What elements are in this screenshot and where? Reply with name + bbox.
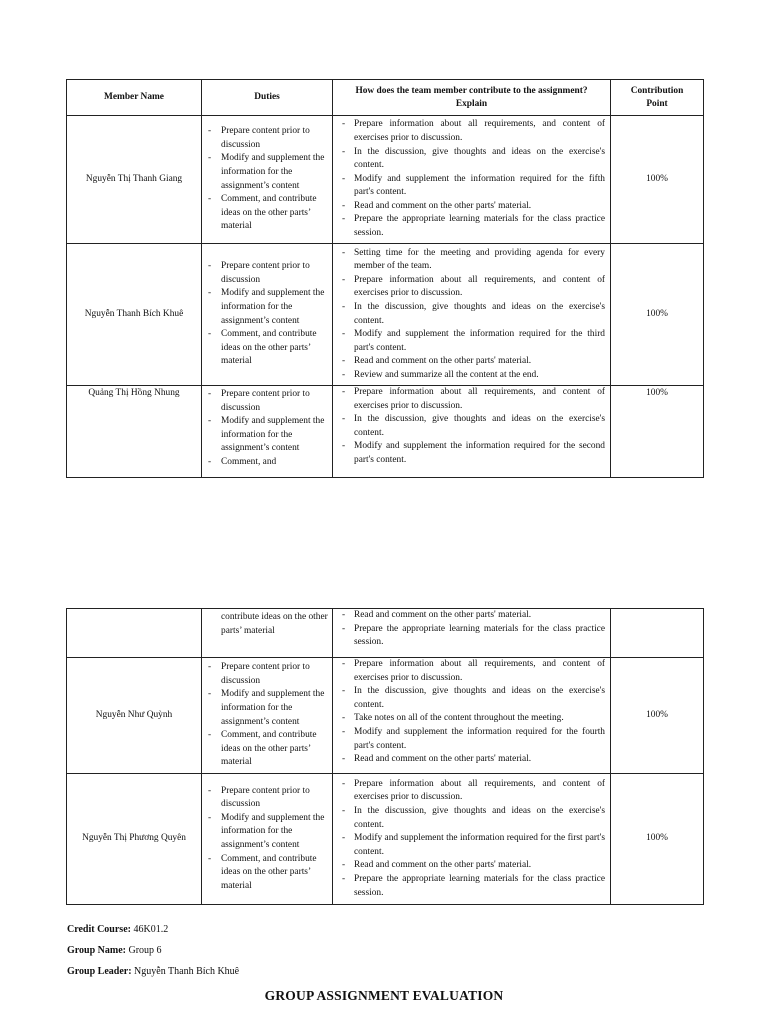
contribution-point: 100% (611, 774, 704, 905)
page-title: GROUP ASSIGNMENT EVALUATION (264, 988, 504, 1003)
contribution-point-empty (611, 609, 704, 658)
duty-item: - Modify and supplement the information for the assignment’s content (221, 812, 328, 853)
duties-cell (202, 244, 333, 386)
duty-item: - Modify and supplement the information for the assignment’s content (221, 287, 328, 328)
contribution-item: - Prepare information about all requirements, and content of exercises prior to discussion. (354, 118, 605, 145)
contribution-item: - In the discussion, give thoughts and ideas on the exercise's content. (354, 685, 605, 712)
duty-item: - Prepare content prior to discussion (221, 661, 328, 688)
contribution-point: 100% (611, 244, 704, 386)
table-row-continuation (67, 609, 704, 658)
table-row (67, 774, 704, 905)
table-row (67, 116, 704, 244)
contribution-item: - Prepare information about all requirements, and content of exercises prior to discussion. (354, 386, 605, 413)
header-contribution-point: Contribution Point (611, 80, 704, 116)
contribution-item: - Modify and supplement the information required for the fourth part's content. (354, 726, 605, 753)
contribution-cell (333, 609, 611, 658)
member-name-empty (67, 609, 202, 658)
duty-item: - Prepare content prior to discussion (221, 388, 328, 415)
contribution-cell (333, 386, 611, 478)
contribution-item: - Read and comment on the other parts' material. (354, 200, 605, 214)
duty-item: - Prepare content prior to discussion (221, 260, 328, 287)
duty-continuation: contribute ideas on the other parts’ material (221, 612, 328, 636)
contribution-cell (333, 244, 611, 386)
contribution-item: - Review and summarize all the content at the end. (354, 369, 605, 383)
duty-item: - Comment, and (221, 456, 328, 470)
group-name-line (67, 945, 162, 956)
contribution-item: - Prepare information about all requirements, and content of exercises prior to discussion. (354, 658, 605, 685)
contribution-item: - Prepare the appropriate learning materials for the class practice session. (354, 873, 605, 900)
group-leader-value: Nguyễn Thanh Bích Khuê (134, 966, 240, 977)
group-name-label: Group Name: (67, 945, 126, 956)
duty-item: - Comment, and contribute ideas on the other parts’ material (221, 193, 328, 234)
header-member-name: Member Name (67, 80, 202, 116)
member-name: Nguyễn Thị Phương Quyên (67, 774, 202, 905)
evaluation-table-page-1 (66, 79, 704, 478)
duties-cell (202, 386, 333, 478)
contribution-item: - In the discussion, give thoughts and ideas on the exercise's content. (354, 805, 605, 832)
table-row (67, 658, 704, 774)
duties-cell (202, 774, 333, 905)
contribution-item: - Read and comment on the other parts' material. (354, 753, 605, 767)
contribution-item: - Modify and supplement the information required for the fifth part's content. (354, 173, 605, 200)
duty-item: - Modify and supplement the information for the assignment’s content (221, 688, 328, 729)
contribution-cell (333, 658, 611, 774)
credit-course-line (67, 924, 168, 935)
duty-item: - Modify and supplement the information for the assignment’s content (221, 152, 328, 193)
contribution-point: 100% (611, 116, 704, 244)
credit-course-label: Credit Course: (67, 924, 131, 935)
contribution-item: - In the discussion, give thoughts and ideas on the exercise's content. (354, 413, 605, 440)
contribution-cell (333, 774, 611, 905)
evaluation-table-page-2 (66, 608, 704, 905)
member-name: Quảng Thị Hồng Nhung (67, 386, 202, 478)
duty-item: - Modify and supplement the information for the assignment’s content (221, 415, 328, 456)
duties-cell (202, 658, 333, 774)
member-name: Nguyễn Như Quỳnh (67, 658, 202, 774)
duty-item: - Prepare content prior to discussion (221, 125, 328, 152)
group-leader-label: Group Leader: (67, 966, 132, 977)
duty-item: - Comment, and contribute ideas on the other parts’ material (221, 729, 328, 770)
table-row (67, 386, 704, 478)
contribution-item: - Setting time for the meeting and providing agenda for every member of the team. (354, 247, 605, 274)
contribution-item: - Read and comment on the other parts' material. (354, 859, 605, 873)
contribution-item: - In the discussion, give thoughts and ideas on the exercise's content. (354, 301, 605, 328)
contribution-item: - In the discussion, give thoughts and ideas on the exercise's content. (354, 146, 605, 173)
table-header-row (67, 80, 704, 116)
member-name: Nguyễn Thị Thanh Giang (67, 116, 202, 244)
duties-cell (202, 116, 333, 244)
contribution-item: - Modify and supplement the information required for the third part's content. (354, 328, 605, 355)
header-duties: Duties (202, 80, 333, 116)
duties-cell (202, 609, 333, 658)
contribution-item: - Modify and supplement the information required for the second part's content. (354, 440, 605, 467)
group-leader-line (67, 966, 239, 977)
contribution-item: - Prepare information about all requirements, and content of exercises prior to discussion. (354, 778, 605, 805)
contribution-item: - Prepare the appropriate learning materials for the class practice session. (354, 213, 605, 240)
contribution-item: - Read and comment on the other parts' material. (354, 355, 605, 369)
header-contribution-explain: How does the team member contribute to the assignment? Explain (333, 80, 611, 116)
credit-course-value: 46K01.2 (133, 924, 169, 935)
member-name: Nguyễn Thanh Bích Khuê (67, 244, 202, 386)
group-name-value: Group 6 (128, 945, 162, 956)
duty-item: - Comment, and contribute ideas on the other parts’ material (221, 853, 328, 894)
contribution-point: 100% (611, 386, 704, 478)
contribution-cell (333, 116, 611, 244)
contribution-item: - Prepare information about all requirements, and content of exercises prior to discussion. (354, 274, 605, 301)
contribution-item: - Read and comment on the other parts' material. (354, 609, 605, 623)
contribution-item: - Take notes on all of the content throughout the meeting. (354, 712, 605, 726)
contribution-item: - Modify and supplement the information required for the first part's content. (354, 832, 605, 859)
table-row (67, 244, 704, 386)
duty-item: - Comment, and contribute ideas on the other parts’ material (221, 328, 328, 369)
duty-item: - Prepare content prior to discussion (221, 785, 328, 812)
contribution-point: 100% (611, 658, 704, 774)
contribution-item: - Prepare the appropriate learning materials for the class practice session. (354, 623, 605, 650)
